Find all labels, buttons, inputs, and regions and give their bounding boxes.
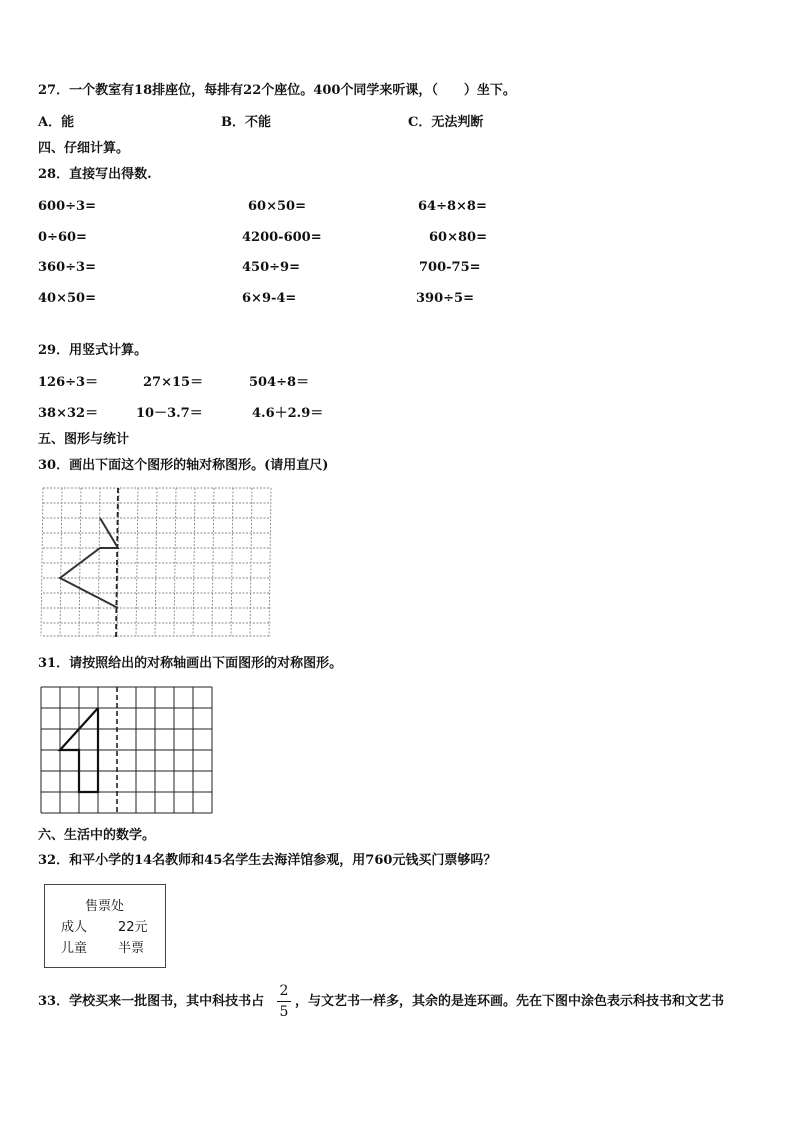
q28-item: 450÷9= bbox=[242, 260, 300, 275]
q28-item: 360÷3= bbox=[38, 260, 96, 275]
section-6-heading: 六、生活中的数学。 bbox=[38, 828, 156, 843]
ticket-adult-price: 22元 bbox=[118, 920, 148, 935]
q28-item: 700-75= bbox=[419, 260, 481, 275]
q28-item: 60×50= bbox=[248, 199, 306, 214]
ticket-title: 售票处 bbox=[85, 899, 125, 914]
q28-stem: 28．直接写出得数. bbox=[38, 167, 152, 182]
q29-item: 27×15＝ bbox=[143, 375, 204, 390]
q28-item: 60×80= bbox=[429, 230, 487, 245]
section-5-heading: 五、图形与统计 bbox=[38, 432, 130, 447]
q28-item: 0÷60= bbox=[38, 230, 87, 245]
q29-item: 126÷3＝ bbox=[38, 375, 99, 390]
q27-option-c: C．无法判断 bbox=[408, 115, 484, 130]
q28-item: 4200-600= bbox=[242, 230, 322, 245]
q33-stem-prefix: 33．学校买来一批图书，其中科技书占 bbox=[38, 994, 265, 1009]
q31-stem: 31．请按照给出的对称轴画出下面图形的对称图形。 bbox=[38, 656, 343, 671]
fraction-bar bbox=[277, 1001, 291, 1002]
q29-item: 504÷8＝ bbox=[249, 375, 310, 390]
q33-stem-suffix: ，与文艺书一样多，其余的是连环画。先在下图中涂色表示科技书和文艺书 bbox=[295, 994, 725, 1009]
q29-item: 4.6＋2.9＝ bbox=[252, 406, 324, 421]
section-4-heading: 四、仔细计算。 bbox=[38, 141, 130, 156]
q29-item: 10－3.7＝ bbox=[136, 406, 203, 421]
ticket-price-box bbox=[44, 884, 166, 968]
q28-item: 6×9-4= bbox=[242, 291, 297, 306]
fraction-denominator: 5 bbox=[279, 1004, 289, 1020]
q28-item: 600÷3= bbox=[38, 199, 96, 214]
q30-dashed-grid-figure bbox=[38, 484, 274, 642]
ticket-child-price: 半票 bbox=[118, 941, 145, 956]
q28-item: 64÷8×8= bbox=[418, 199, 487, 214]
q27-option-b: B．不能 bbox=[221, 115, 271, 130]
ticket-child-label: 儿童 bbox=[61, 941, 88, 956]
q31-grid-figure bbox=[38, 685, 216, 819]
q28-item: 40×50= bbox=[38, 291, 96, 306]
q29-item: 38×32＝ bbox=[38, 406, 99, 421]
q33-fraction bbox=[277, 982, 291, 1021]
fraction-numerator: 2 bbox=[279, 983, 289, 999]
q29-stem: 29．用竖式计算。 bbox=[38, 343, 148, 358]
q30-stem: 30．画出下面这个图形的轴对称图形。(请用直尺) bbox=[38, 458, 329, 473]
q27-option-a: A．能 bbox=[38, 115, 75, 130]
q32-stem: 32．和平小学的14名教师和45名学生去海洋馆参观，用760元钱买门票够吗？ bbox=[38, 853, 497, 868]
ticket-adult-label: 成人 bbox=[61, 920, 88, 935]
q27-stem: 27．一个教室有18排座位，每排有22个座位。400个同学来听课，（ ）坐下。 bbox=[38, 83, 516, 98]
q28-item: 390÷5= bbox=[416, 291, 474, 306]
